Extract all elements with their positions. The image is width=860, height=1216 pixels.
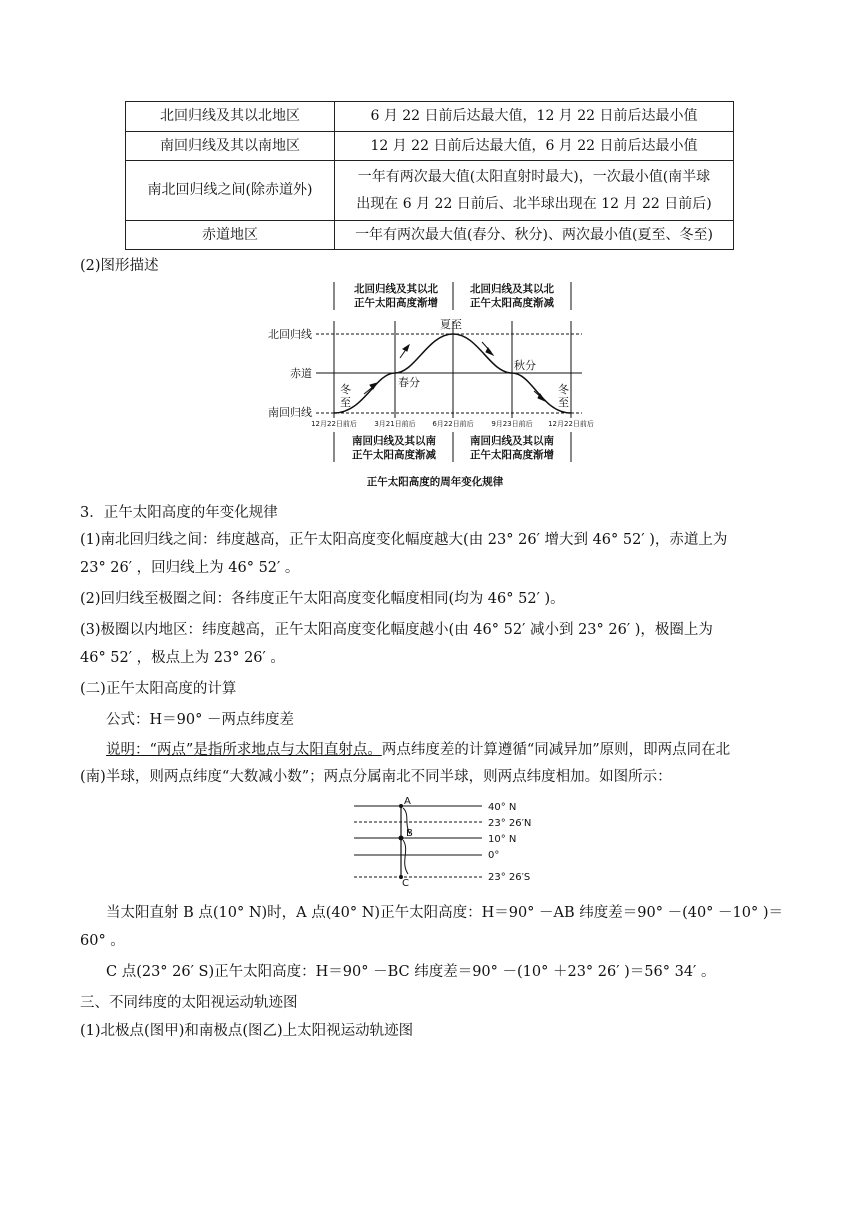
date-label: 12月22日前后: [311, 420, 357, 428]
autumn-equinox-label: 秋分: [514, 359, 536, 372]
date-label: 12月22日前后: [548, 420, 594, 428]
table-cell-desc: 6 月 22 日前后达最大值，12 月 22 日前后达最小值: [335, 102, 734, 132]
table-row: [126, 132, 734, 161]
arrow-icon: [486, 348, 493, 355]
paragraph-line: (2)回归线至极圈之间：各纬度正午太阳高度变化幅度相同(均为 46° 52′ )。: [80, 591, 565, 607]
table-cell-region: 北回归线及其以北地区: [126, 102, 335, 132]
winter-solstice-right-label: 至: [558, 396, 569, 409]
table-row: [126, 221, 734, 250]
solar-altitude-annual-figure: [260, 276, 610, 490]
table-row: [126, 102, 734, 132]
point-b-icon: [399, 836, 404, 841]
table-cell-desc: [335, 161, 734, 221]
equator-label: 赤道: [290, 367, 312, 380]
date-label: 6月22日前后: [432, 420, 474, 428]
paragraph-line: (南)半球，则两点纬度“大数减小数”；两点分属南北不同半球，则两点纬度相加。如图所示：: [80, 769, 672, 785]
paragraph-line: 23° 26′ ，回归线上为 46° 52′ 。: [80, 560, 300, 576]
paragraph-line: 当太阳直射 B 点(10° N)时，A 点(40° N)正午太阳高度：H＝90° －AB 纬度差＝90° －(40° －10° )＝: [106, 905, 784, 921]
desc-line: 一年有两次最大值(太阳直射时最大)，一次最小值(南半球: [357, 168, 711, 185]
underlined-text: 说明：“两点”是指所求地点与太阳直射点。: [106, 742, 382, 758]
top-box-right-line2: 正午太阳高度渐减: [470, 297, 554, 309]
table-row: [126, 161, 734, 221]
summer-solstice-label: 夏至: [440, 318, 462, 331]
paragraph-line: 60° 。: [80, 933, 125, 949]
top-box-left-line1: 北回归线及其以北: [354, 283, 438, 295]
table-cell-region: 南回归线及其以南地区: [126, 132, 335, 161]
bc-brace: [403, 840, 408, 874]
table-cell-region: 南北回归线之间(除赤道外): [126, 161, 335, 221]
point-b-label: B: [406, 828, 413, 839]
top-box-left-line2: 正午太阳高度渐增: [354, 297, 438, 309]
table-cell-desc: 12 月 22 日前后达最大值，6 月 22 日前后达最小值: [335, 132, 734, 161]
section-heading: 3．正午太阳高度的年变化规律: [80, 505, 278, 521]
figure-caption: 正午太阳高度的周年变化规律: [366, 476, 504, 488]
latitude-table: [125, 101, 734, 250]
paragraph-line: C 点(23° 26′ S)正午太阳高度：H＝90° －BC 纬度差＝90° －(10° ＋23° 26′ )＝56° 34′ 。: [106, 964, 716, 980]
formula-line: 公式：H＝90° －两点纬度差: [106, 712, 294, 728]
arrow-icon: [403, 345, 409, 351]
desc-line: 出现在 6 月 22 日前后、北半球出现在 12 月 22 日前后): [356, 195, 712, 212]
tropic-south-label: 南回归线: [268, 406, 312, 419]
table-cell-desc: 一年有两次最大值(春分、秋分)、两次最小值(夏至、冬至): [335, 221, 734, 250]
spring-equinox-label: 春分: [398, 376, 420, 389]
top-box-right-line1: 北回归线及其以北: [470, 283, 554, 295]
table-cell-region: 赤道地区: [126, 221, 335, 250]
tropic-north-label: 北回归线: [268, 328, 312, 341]
winter-solstice-left-label: 至: [340, 396, 351, 409]
lat-label-2326s: 23° 26′S: [488, 872, 531, 883]
bottom-box-left-line2: 正午太阳高度渐减: [352, 449, 436, 461]
winter-solstice-left-label: 冬: [340, 383, 351, 396]
paragraph-line: 46° 52′ ，极点上为 23° 26′ 。: [80, 650, 285, 666]
section-heading: 三、不同纬度的太阳视运动轨迹图: [80, 995, 298, 1011]
paragraph-line: (1)北极点(图甲)和南极点(图乙)上太阳视运动轨迹图: [80, 1023, 414, 1039]
bottom-box-left-line1: 南回归线及其以南: [352, 435, 436, 447]
date-label: 3月21日前后: [374, 420, 416, 428]
paragraph-line: [106, 740, 730, 760]
point-a-icon: [399, 804, 403, 808]
lat-label-40n: 40° N: [488, 802, 517, 813]
section-heading: (二)正午太阳高度的计算: [80, 681, 237, 697]
lat-label-equator: 0°: [488, 850, 500, 861]
lat-label-2326n: 23° 26′N: [488, 818, 532, 829]
arrow-icon: [538, 394, 545, 401]
lat-label-10n: 10° N: [488, 834, 517, 845]
point-a-label: A: [404, 796, 411, 807]
winter-solstice-right-label: 冬: [558, 383, 569, 396]
paragraph-line: (1)南北回归线之间：纬度越高，正午太阳高度变化幅度越大(由 23° 26′ 增大到 46° 52′ )，赤道上为: [80, 532, 728, 548]
date-label: 9月23日前后: [491, 420, 533, 428]
paragraph-text: 两点纬度差的计算遵循“同减异加”原则，即两点同在北: [381, 742, 731, 758]
bottom-box-right-line2: 正午太阳高度渐增: [470, 449, 554, 461]
point-c-label: C: [402, 878, 409, 886]
paragraph-line: (3)极圈以内地区：纬度越高，正午太阳高度变化幅度越小(由 46° 52′ 减小到 23° 26′ )，极圈上为: [80, 622, 713, 638]
latitude-difference-figure: [352, 794, 552, 886]
bottom-box-right-line1: 南回归线及其以南: [470, 435, 554, 447]
section-heading: (2)图形描述: [80, 258, 159, 274]
